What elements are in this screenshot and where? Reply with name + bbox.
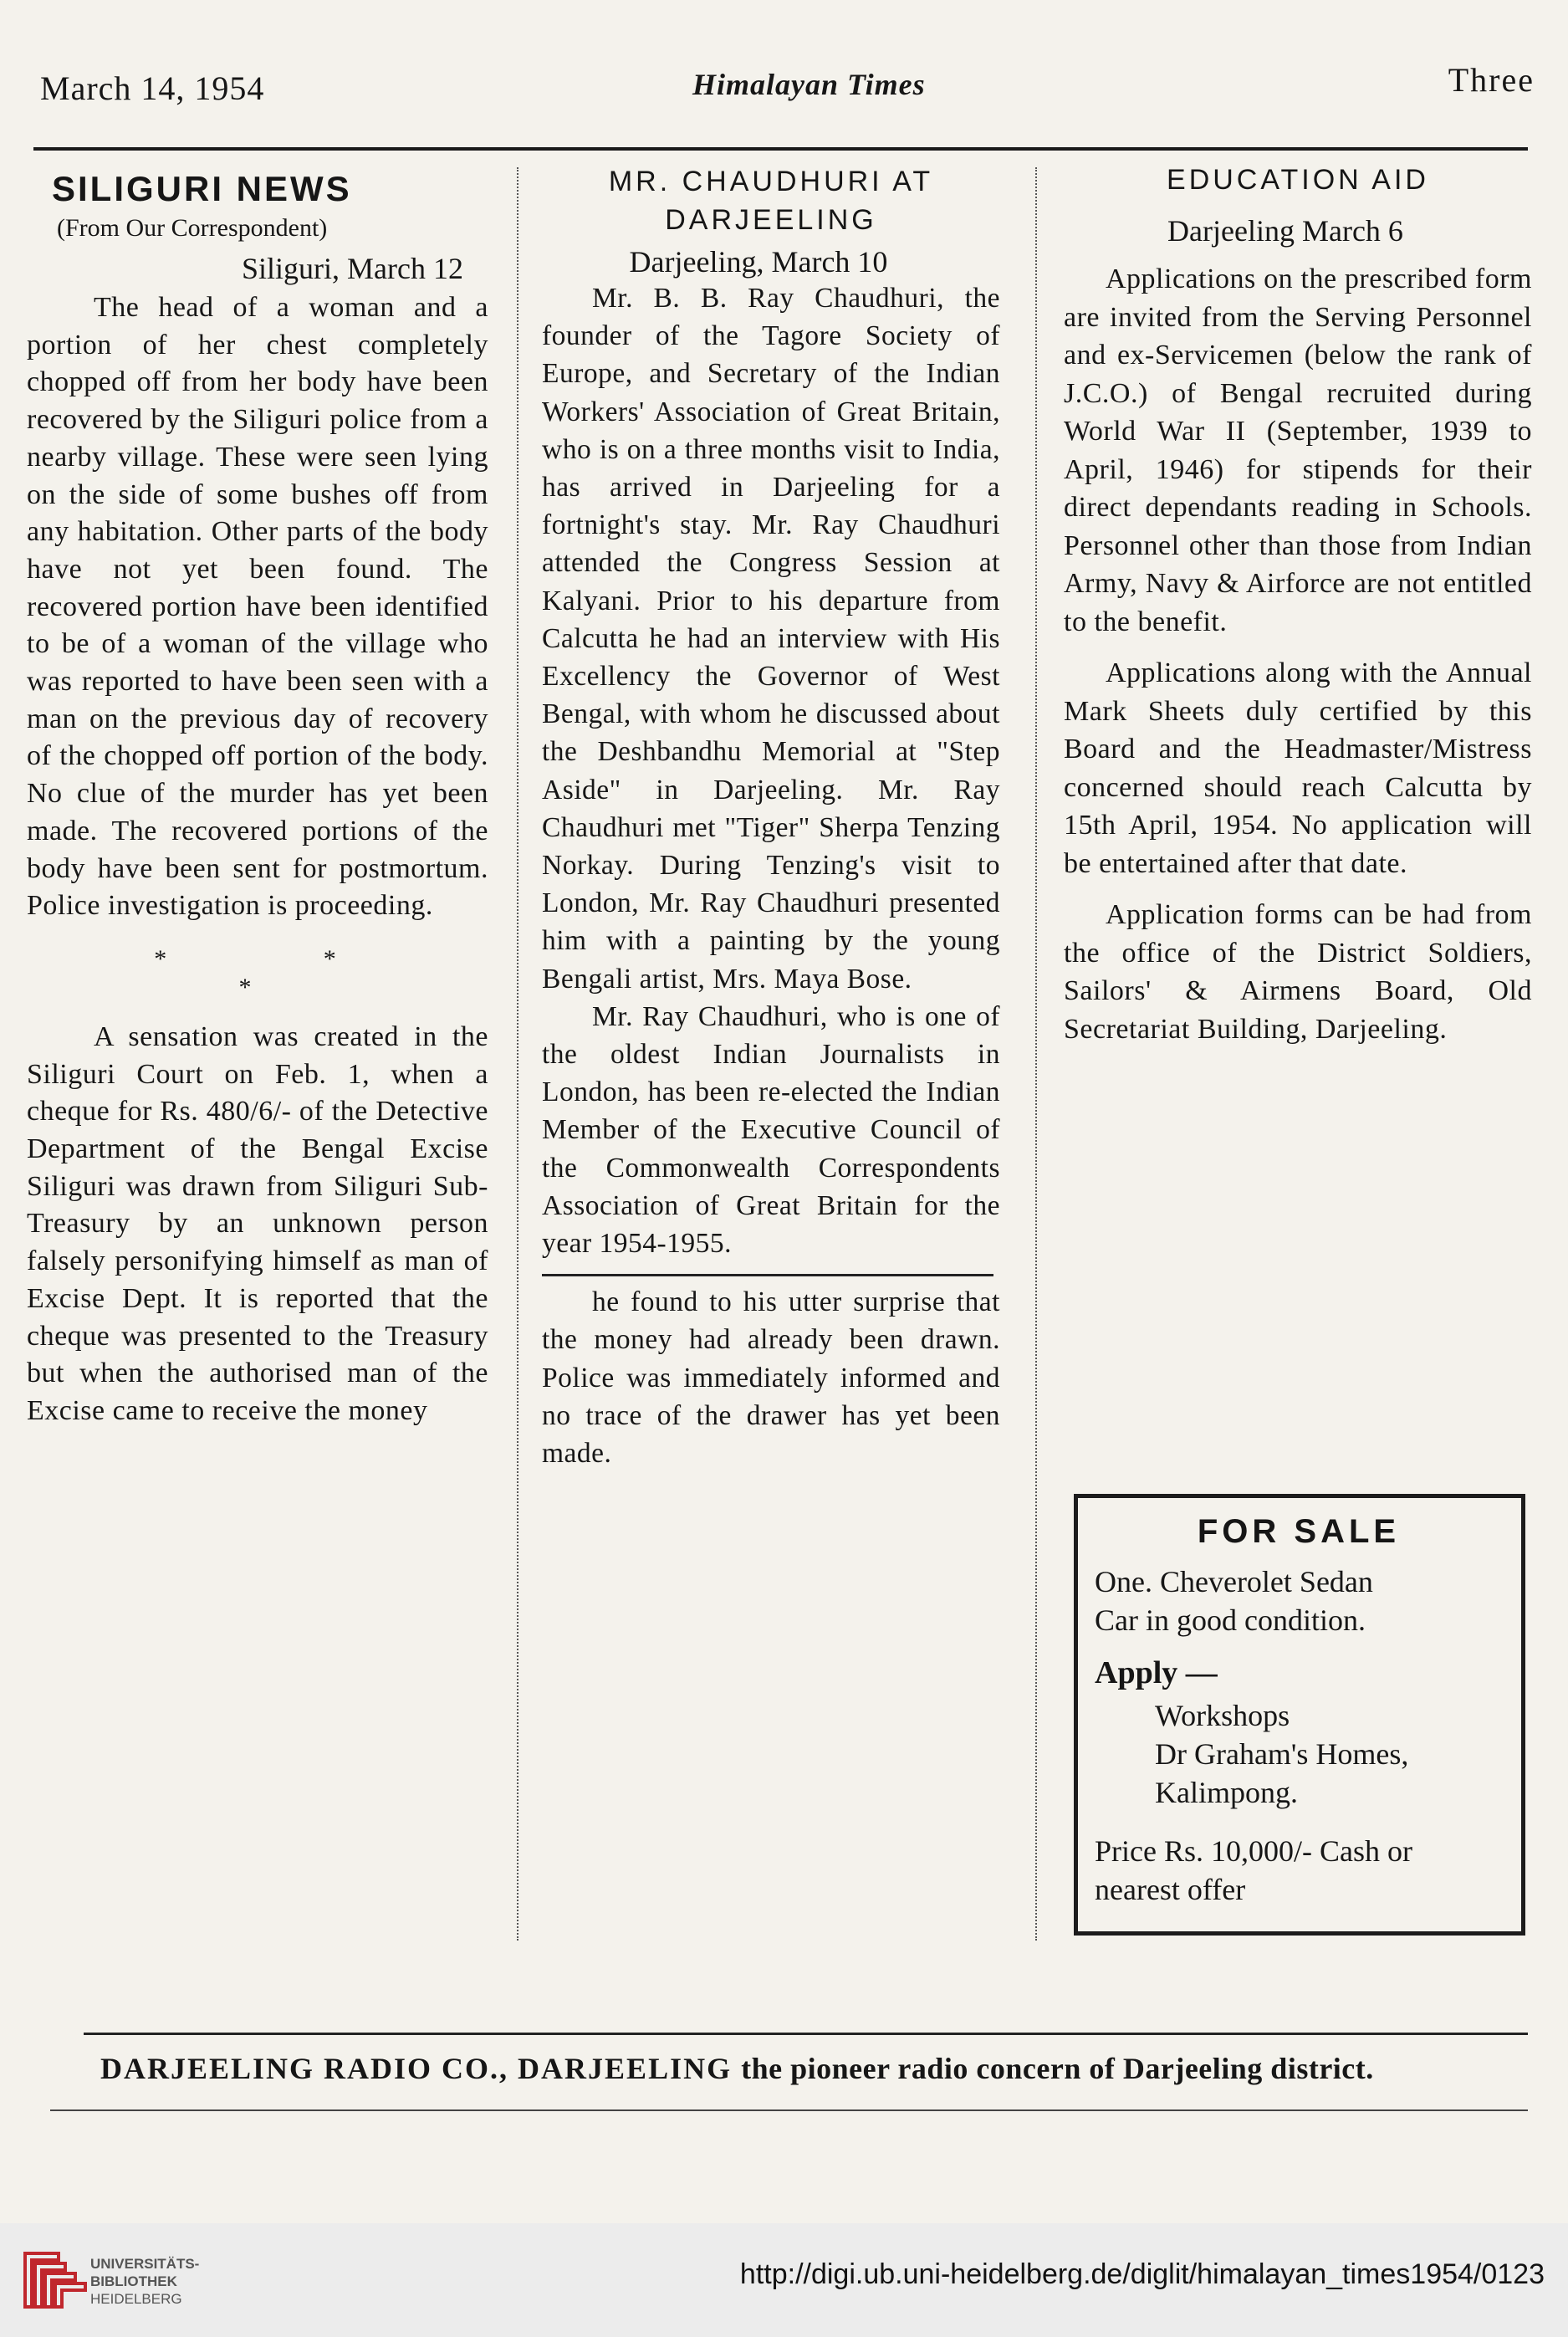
issue-date: March 14, 1954 (40, 69, 265, 107)
page-number: Three (1448, 61, 1535, 99)
headline-education-aid: EDUCATION AID (1167, 164, 1429, 196)
radio-company-banner (100, 2051, 1501, 2086)
advert-price-line: nearest offer (1095, 1873, 1246, 1906)
article-paragraph: Application forms can be had from the office of the District Soldiers, Sailors' & Airmens Board, Old Secretariat Building, Darjeeling. (1064, 899, 1532, 1045)
section-separator: * * * (154, 944, 411, 1001)
headline-line: DARJEELING (665, 204, 877, 236)
article-paragraph: A sensation was created in the Siliguri Court on Feb. 1, when a cheque for Rs. 480/6/- of the Detective Department of the Bengal Excise Siliguri was drawn from Siliguri Sub-Treasury by an unknown person falsely personifying himself as man of Excise Dept. It is reported that the cheque was presented to the Treasury but when the authorised man of the Excise came to receive the money (27, 1020, 488, 1426)
advert-address-line: Kalimpong. (1155, 1776, 1298, 1809)
radio-company-name: DARJEELING RADIO CO., DARJEELING (100, 2052, 733, 2085)
article-paragraph: Mr. B. B. Ray Chaudhuri, the founder of the Tagore Society of Europe, and Secretary of the Indian Workers' Association of Great Britain, who is on a three months visit to India, has arrived in Darjeeling for a fortnight's stay. Mr. Ray Chaudhuri attended the Congress Session at Kalyani. Prior to his departure from Calcutta he had an interview with His Excellency the Governor of West Bengal, with whom he discussed about the Deshbandhu Memorial at "Step Aside" in Darjeeling. Mr. Ray Chaudhuri met "Tiger" Sherpa Tenzing Norkay. During Tenzing's visit to London, Mr. Ray Chaudhuri presented him with a painting by the young Bengali artist, Mrs. Maya Bose. (542, 283, 1000, 995)
column-divider (517, 167, 518, 1941)
advert-apply: Apply — (1095, 1655, 1218, 1690)
advert-address-line: Workshops (1155, 1699, 1290, 1732)
advert-line: One. Cheverolet Sedan (1095, 1565, 1373, 1598)
library-name-line: BIBLIOTHEK (90, 2273, 177, 2289)
headline-line: MR. CHAUDHURI AT (608, 166, 934, 197)
advert-line: Car in good condition. (1095, 1603, 1366, 1637)
dateline-siliguri: Siliguri, March 12 (242, 252, 463, 285)
dateline-darjeeling: Darjeeling March 6 (1167, 214, 1403, 248)
footer-rule-top (84, 2033, 1528, 2035)
headline-chaudhuri (542, 162, 1000, 239)
top-rule (33, 147, 1528, 151)
continuation-rule (542, 1274, 993, 1276)
footer-rule-bottom (50, 2109, 1528, 2111)
article-paragraph: Applications along with the Annual Mark Sheets duly certified by this Board and the Headmaster/Mistress concerned should reach Calcutta by 15th April, 1954. No application will be entertained after that date. (1064, 657, 1532, 879)
library-name (90, 2255, 199, 2308)
article-paragraph: The head of a woman and a portion of her chest completely chopped off from her body have been recovered by the Siliguri police from a nearby village. These were seen lying on the side of some bushes off from any habitation. Other parts of the body have not yet been found. The recovered portion have been identified to be of a woman of the village who was reported to have been seen with a man on the previous day of recovery of the chopped off portion of the body. No clue of the murder has yet been made. The recovered portions of the body have been sent for postmortum. Police investigation is proceeding. (27, 292, 488, 922)
source-url-link[interactable]: http://digi.ub.uni-heidelberg.de/diglit/himalayan_times1954/0123 (739, 2258, 1545, 2290)
byline: (From Our Correspondent) (57, 214, 328, 242)
masthead (40, 59, 1535, 117)
university-library-logo-icon (15, 2242, 92, 2319)
headline-siliguri-news: SILIGURI NEWS (52, 169, 352, 208)
advert-address-line: Dr Graham's Homes, (1155, 1737, 1409, 1771)
column-divider (1035, 167, 1037, 1941)
continued-paragraph: he found to his utter surprise that the money had already been drawn. Police was immediately informed and no trace of the drawer has yet been made. (542, 1286, 1000, 1470)
article-paragraph: Mr. Ray Chaudhuri, who is one of the oldest Indian Journalists in London, has been re-elected the Indian Member of the Executive Council of the Commonwealth Correspondents Association of Great Britain for the year 1954-1955. (542, 1000, 1000, 1260)
for-sale-advert (1074, 1494, 1525, 1936)
library-footer-bar (0, 2223, 1568, 2337)
column-siliguri-news (27, 159, 488, 1430)
library-name-line: HEIDELBERG (90, 2291, 182, 2307)
radio-company-tagline: the pioneer radio concern of Darjeeling district. (741, 2052, 1374, 2085)
column-chaudhuri (542, 159, 1000, 1472)
paper-name: Himalayan Times (692, 68, 926, 101)
advert-title: FOR SALE (1197, 1513, 1401, 1550)
advert-price: Price Rs. 10,000/- Cash or (1095, 1834, 1412, 1868)
dateline-darjeeling: Darjeeling, March 10 (629, 245, 888, 279)
library-name-line: UNIVERSITÄTS- (90, 2256, 200, 2272)
article-paragraph: Applications on the prescribed form are invited from the Serving Personnel and ex-Servicemen (below the rank of J.C.O.) of Bengal recruited during World War II (September, 1939 to April, 1946) for stipends for their direct dependants reading in Schools. Personnel other than those from Indian Army, Navy & Airforce are not entitled to the benefit. (1064, 263, 1532, 637)
column-education-aid (1064, 159, 1532, 1061)
